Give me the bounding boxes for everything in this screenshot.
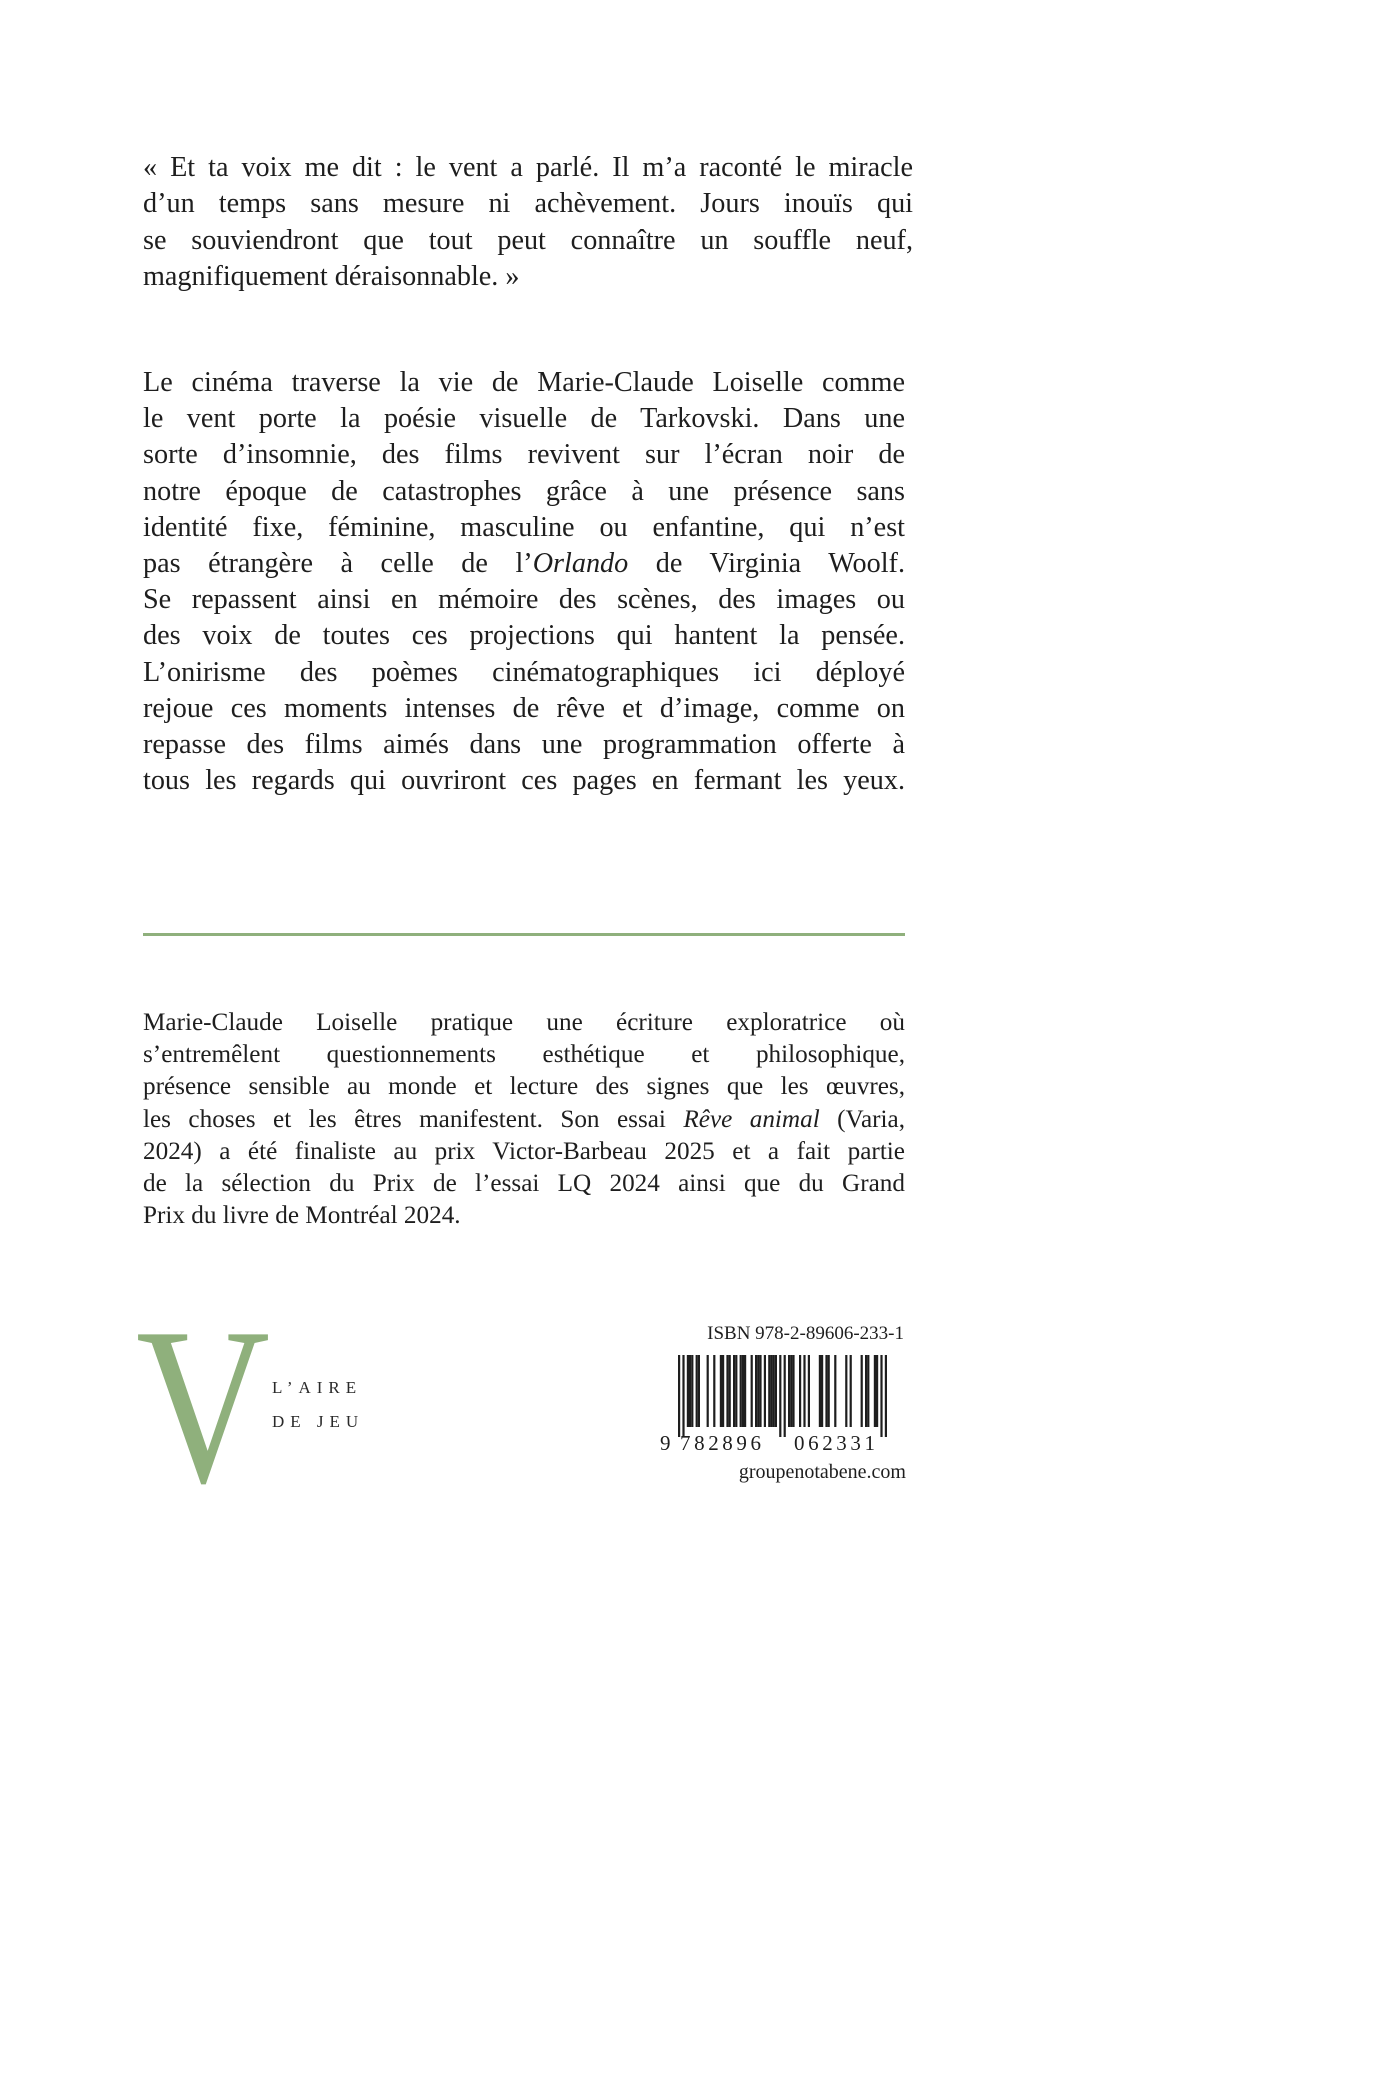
bio-line: s’entremêlent questionnements esthétique et philosophique, <box>143 1041 905 1069</box>
isbn-barcode <box>660 1355 906 1437</box>
barcode-bar <box>803 1355 805 1427</box>
description-line: identité fixe, féminine, masculine ou enfantine, qui n’est <box>143 511 905 543</box>
quote-line: « Et ta voix me dit : le vent a parlé. Il m’a raconté le miracle <box>143 152 913 183</box>
bio-line: Marie-Claude Loiselle pratique une écriture exploratrice où <box>143 1009 905 1036</box>
barcode-digit-first: 9 <box>660 1431 671 1455</box>
barcode-bar <box>808 1355 810 1427</box>
barcode-bar <box>773 1355 775 1427</box>
barcode-digits-right: 062331 <box>794 1431 879 1455</box>
barcode-bar <box>735 1355 737 1427</box>
description-line: L’onirisme des poèmes cinématographiques ici déployé <box>143 656 905 688</box>
quote-line: magnifiquement déraisonnable. » <box>143 260 520 292</box>
description-line: notre époque de catastrophes grâce à une présence sans <box>143 475 905 507</box>
barcode-guard-bar <box>880 1355 882 1437</box>
barcode-guard-bar <box>682 1355 684 1437</box>
barcode-bar <box>790 1355 792 1427</box>
barcode-bar <box>850 1355 852 1427</box>
barcode-digits-left: 782896 <box>680 1431 765 1455</box>
barcode-guard-bar <box>678 1355 680 1437</box>
description-line: rejoue ces moments intenses de rêve et d’image, comme on <box>143 692 905 724</box>
book-title-orlando: Orlando <box>532 548 629 580</box>
barcode-bar <box>691 1355 693 1427</box>
author-bio <box>143 1007 905 1232</box>
barcode-bar <box>867 1355 869 1427</box>
barcode-bar <box>865 1355 867 1427</box>
bio-text: (Varia, <box>819 1105 905 1133</box>
description-line: le vent porte la poésie visuelle de Tarkovski. Dans une <box>143 403 905 435</box>
description-line: Se repassent ainsi en mémoire des scènes, des images ou <box>143 584 905 616</box>
barcode-bar <box>713 1355 715 1427</box>
bio-line: Prix du livre de Montréal 2024. <box>143 1202 461 1230</box>
barcode-bar <box>740 1355 742 1427</box>
quote-line: d’un temps sans mesure ni achèvement. Jours inouïs qui <box>143 188 913 220</box>
barcode-bar <box>722 1355 724 1427</box>
description-line: tous les regards qui ouvriront ces pages en fermant les yeux. <box>143 765 905 797</box>
bio-line <box>143 1104 905 1136</box>
barcode-bar <box>687 1355 689 1427</box>
barcode-bar <box>689 1355 691 1427</box>
bio-line: de la sélection du Prix de l’essai LQ 2024 ainsi que du Grand <box>143 1170 905 1198</box>
barcode-bar <box>729 1355 731 1427</box>
barcode-bar <box>707 1355 709 1427</box>
description-line: repasse des films aimés dans une programmation offerte à <box>143 729 905 761</box>
barcode-bar <box>720 1355 722 1427</box>
barcode-bar <box>821 1355 823 1427</box>
barcode-bar <box>845 1355 847 1427</box>
barcode-bar <box>775 1355 777 1427</box>
barcode-guard-bar <box>885 1355 887 1437</box>
barcode-bar <box>799 1355 801 1427</box>
barcode-bar <box>834 1355 836 1427</box>
barcode-bar <box>874 1355 876 1427</box>
description-line <box>143 546 905 582</box>
barcode-guard-bar <box>779 1355 781 1437</box>
description-text: de Virginia Woolf. <box>628 548 905 580</box>
barcode-digits <box>660 1431 906 1457</box>
barcode-bar <box>751 1355 753 1427</box>
barcode-bar <box>788 1355 790 1427</box>
description-line: sorte d’insomnie, des films revivent sur l’écran noir de <box>143 439 905 471</box>
barcode-bar <box>770 1355 772 1427</box>
isbn-number: ISBN 978-2-89606-233-1 <box>707 1323 904 1344</box>
barcode-bar <box>819 1355 821 1427</box>
epigraph-quote <box>143 150 913 295</box>
barcode-bar <box>861 1355 863 1427</box>
barcode-bar <box>764 1355 766 1427</box>
barcode-bar <box>757 1355 759 1427</box>
description-line: Le cinéma traverse la vie de Marie-Claude Loiselle comme <box>143 367 905 398</box>
barcode-bar <box>742 1355 744 1427</box>
book-title-reve-animal: Rêve animal <box>683 1105 820 1133</box>
bio-line: 2024) a été finaliste au prix Victor-Barbeau 2025 et a fait partie <box>143 1137 905 1165</box>
description-text: pas étrangère à celle de l’ <box>143 548 533 580</box>
logo-letter: V <box>136 1282 270 1530</box>
quote-line: se souviendront que tout peut connaître un souffle neuf, <box>143 224 913 256</box>
barcode-guard-bar <box>784 1355 786 1437</box>
barcode-bar <box>733 1355 735 1427</box>
barcode-bar <box>726 1355 728 1427</box>
barcode-bar <box>755 1355 757 1427</box>
book-description <box>143 365 905 799</box>
description-line: des voix de toutes ces projections qui hantent la pensée. <box>143 620 905 652</box>
barcode-bar <box>828 1355 830 1427</box>
barcode-bar <box>744 1355 746 1427</box>
bio-text: les choses et les êtres manifestent. Son essai <box>143 1105 684 1133</box>
publisher-website[interactable]: groupenotabene.com <box>738 1461 906 1483</box>
barcode-bar <box>768 1355 770 1427</box>
bio-line: présence sensible au monde et lecture des signes que les œuvres, <box>143 1073 905 1101</box>
barcode-bar <box>825 1355 827 1427</box>
barcode-bar <box>792 1355 794 1427</box>
barcode-bar <box>876 1355 878 1427</box>
barcode-bar <box>696 1355 698 1427</box>
publisher-v-logo <box>136 1282 270 1530</box>
barcode-bar <box>759 1355 761 1427</box>
section-divider <box>143 933 905 936</box>
barcode-bar <box>698 1355 700 1427</box>
imprint-name-line1: L’AIRE <box>272 1378 363 1397</box>
imprint-name-line2: DE JEU <box>272 1412 365 1431</box>
